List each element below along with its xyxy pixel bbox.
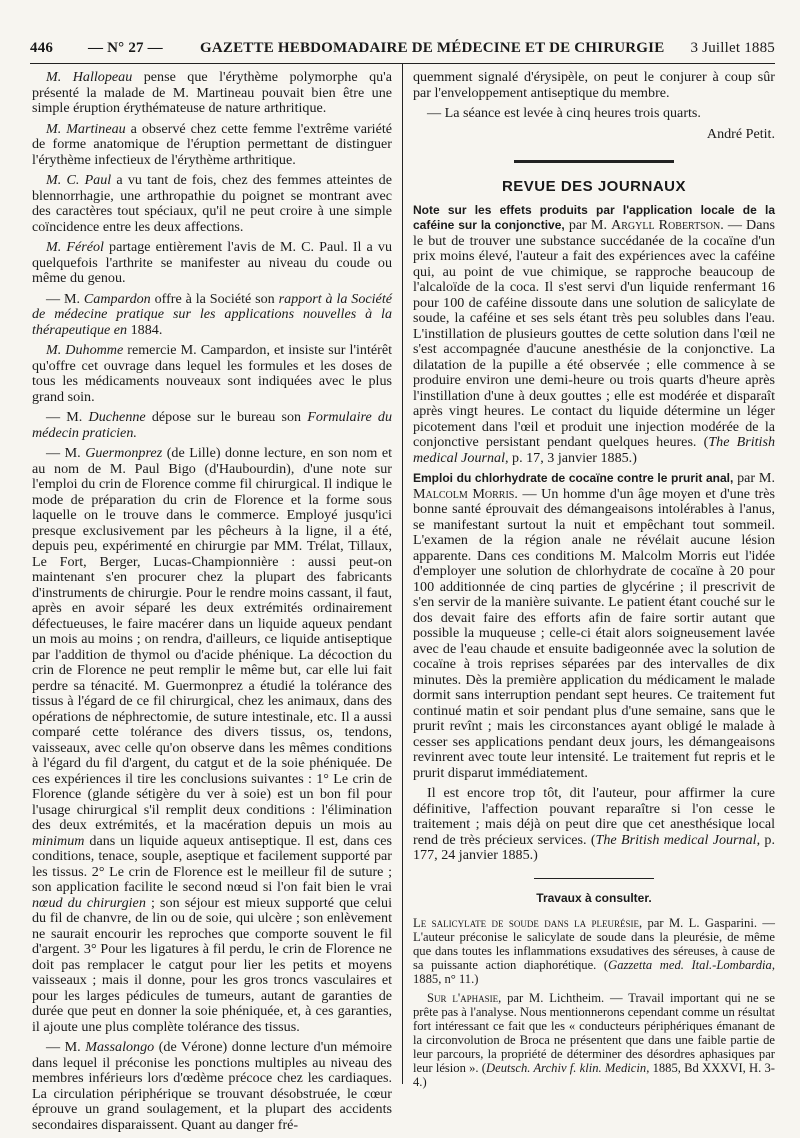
speaker-name: M. Martineau [46, 120, 126, 137]
article-reference: The British medical Journal [413, 434, 775, 466]
work-author: par M. L. Gasparini. [642, 916, 758, 930]
speaker-name: M. Féréol [46, 239, 104, 255]
paragraph-hallopeau [32, 70, 392, 117]
article-title: Emploi du chlorhydrate de cocaïne contre le prurit anal, [413, 471, 734, 485]
paragraph-text: ; son séjour est mieux supporté que celui du fil de chanvre, de lin ou de soie, qui ulcère ; son enlèvement ne saurait encourir les reproches que comporte souvent le fil d'argent. 3° Pour les ligatures à fil perdu, le crin de Florence ne doit pas remplacer le catgut pour lier les petits et moyens vaisseaux ; mais il donne, pour les gros troncs vasculaires et pour les larges pédicules de tumeurs, autant de garanties de durée que peut en donner la soie phéniquée, et, à ces garanties, il ajoute une plus complète tolérance des tissus. [32, 894, 392, 1035]
dash-prefix: — M. [46, 409, 89, 425]
speaker-name: M. Hallopeau [46, 69, 133, 85]
speaker-name: M. C. Paul [46, 172, 112, 188]
section-heading: REVUE DES JOURNAUX [501, 178, 687, 195]
dash-prefix: — M. [46, 1039, 86, 1055]
article-reference: The British medical Journal [595, 831, 757, 848]
work-reference: Deutsch. Archiv f. klin. Medicin [486, 1061, 647, 1075]
speaker-name: Duchenne [88, 409, 146, 425]
speaker-name: Campardon [83, 290, 151, 307]
article-text: Il est encore trop tôt, dit l'auteur, pour affirmer la cure définitive, l'affection pouvant reparaître si l'on cesse le traitement ; mais déjà on peut dire que cet anesthésique local rend de très précieux services. ( [413, 785, 775, 848]
paragraph-text: a vu tant de fois, chez des femmes atteintes de blennorrhagie, une arthropathie du poignet se montrant avec des caractères tout spéciaux, qu'il ne peut croire à une simple coïncidence entre les deux affections. [32, 172, 392, 235]
paragraph-duchenne [32, 410, 392, 441]
work-reference-end: , 1885, n° 11.) [413, 958, 775, 986]
paragraph-continuation: quemment signalé d'érysipèle, on peut le conjurer à coup sûr par l'enveloppement antiseptique du membre. [413, 69, 775, 101]
article-reference-end: , p. 177, 24 janvier 1885.) [413, 831, 776, 863]
article-by: par M. [564, 217, 612, 233]
work-title: Le salicylate de soude dans la pleurésie, [413, 916, 643, 930]
paragraph-text: dans un liquide aqueux antiseptique. Il est, dans ces conditions, tenace, souple, aseptique et facilement supporté par les tissus. 2° Le crin de Florence est le meilleur fil de suture ; son application facilite le second nœud si l'on fait bien le vrai [32, 832, 392, 895]
paragraph-text: 1884. [127, 321, 163, 338]
subsection-heading: Travaux à consulter. [536, 890, 652, 905]
signature: André Petit. [706, 125, 775, 142]
paragraph-campardon [32, 292, 392, 339]
article-caffeine [413, 203, 775, 467]
work-title: Formulaire du médecin praticien. [32, 409, 392, 441]
subsection-rule [534, 878, 654, 879]
paragraph-martineau [32, 122, 392, 169]
article-cocaine-continued [413, 786, 775, 864]
article-text: — Un homme d'un âge moyen et d'une très bonne santé éprouvait des démangeaisons intolérables à l'anus, se manifestant surtout la nuit et empêchant tout sommeil. L'examen de la région anale ne révélait aucune lésion apparente. Dans ces conditions M. Malcolm Morris eut l'idée d'employer une solution de chlorhydrate de cocaïne à 20 pour 100 additionnée de cinq parties de glycérine ; il prescrivit de s'en servir de la manière suivante. Le patient étant couché sur le dos devait faire des efforts afin de faire sortir autant que possible la muqueuse ; celle-ci était alors soigneusement lavée avec de l'eau chaude et ensuite badigeonnée avec la solution de cocaïne à trois reprises séparées par des intervalles de dix minutes. Dès la première application du médicament le malade dormit sans interruption pendant sept heures. Ce traitement fut continué matin et soir pendant plus d'une semaine, sans que le prurit revînt ; mais les circonstances ayant obligé le malade à cesser ses applications pendant deux jours, les démangeaisons revinrent avec toute leur intensité. Le traitement fut repris et le prurit disparut immédiatement. [413, 485, 775, 781]
work-author: par M. Lichtheim. [501, 991, 605, 1005]
issue-number: — N° 27 — [88, 40, 163, 56]
work-text: — Travail important qui ne se prête pas à l'analyse. Nous mentionnerons cependant comme un résultat fort intéressant ce fait que les « conducteurs périphériques émanant de la circonvolution de Broca ne présentent que dans une faible partie de leur parcours, la propriété de déterminer des désordres aphasiques par leur lésion ». ( [413, 991, 775, 1075]
issue-date: 3 Juillet 1885 [690, 40, 775, 56]
paragraph-text: (de Vérone) donne lecture d'un mémoire dans lequel il préconise les ponctions multiples au niveau des membres inférieurs lors d'œdème précoce chez les cardiaques. La circulation périphérique se trouvant désobstruée, le cœur éprouve un grand soulagement, et la plupart des accidents secondaires disparaissent. Quant au danger fré- [32, 1039, 392, 1133]
article-author: Malcolm Morris. [413, 485, 518, 502]
work-item-aphasie [413, 991, 775, 1089]
paragraph-text: a observé chez cette femme l'extrême variété de forme anatomique de l'éruption permettant de distinguer l'érythème infectieux de l'érythème arthritique. [32, 120, 393, 168]
paragraph-text: dépose sur le bureau son [145, 409, 308, 425]
paragraph-paul [32, 173, 392, 235]
paragraph-fereol [32, 240, 392, 287]
paragraph-text: offre à la Société son [150, 290, 279, 307]
article-cocaine [413, 471, 775, 781]
article-reference-end: , p. 17, 3 janvier 1885.) [504, 449, 637, 466]
article-text: — Dans le but de trouver une substance succédanée de la cocaïne d'un prix moins élevé, l'auteur a fait des expériences avec la caféine qui, au point de vue chimique, se rapproche beaucoup de l'alcaloïde de la coca. Il s'est servi d'un liquide renfermant 16 pour 100 de caféine dissoute dans une solution de salicylate de soude, la caféine et ses sels étant très peu solubles dans l'eau. L'instillation de plusieurs gouttes de cette solution dans l'œil ne s'est accompagnée d'aucune anesthésie de la conjonctive. La dilatation de la pupille a été observée ; elle commence à se produire environ une demi-heure ou trois quarts d'heure après l'instillation d'une à deux gouttes ; elle est modérée et disparaît après vingt heures. Le contact du liquide détermine un léger picotement dans l'œil et produit une injection modérée de la conjonctive persistant pendant quelques heures. ( [413, 217, 775, 450]
emphasis: minimum [32, 832, 85, 849]
paragraph-duhomme [32, 343, 392, 405]
section-rule [514, 160, 674, 163]
paragraph-text: remercie M. Campardon, et insiste sur l'intérêt qu'offre cet ouvrage dans lequel les formules et les doses de tous les médicaments nouveaux sont indiquées avec le plus grand soin. [32, 342, 392, 405]
work-text: — L'auteur préconise le salicylate de soude dans la pleurésie, de même que dans toutes les inflammations exsudatives des séreuses, à cause de sa puissante action diaphorétique. ( [413, 916, 775, 972]
work-item-salicylate [413, 916, 775, 986]
paragraph-guermonprez [32, 446, 392, 1035]
paragraph-text: (de Lille) donne lecture, en son nom et au nom de M. Paul Bigo (d'Haubourdin), d'une note sur l'emploi du crin de Florence comme fil chirurgical. Il indique le mode de préparation du crin de Florence et la forme sous laquelle on le trouve dans le commerce. Employé jusqu'ici presque exclusivement par les pêcheurs à la ligne, il a été, depuis peu, expérimenté en chirurgie par MM. Trélat, Tillaux, Le Fort, Berger, Lucas-Championnière : aussi peut-on maintenant s'en procurer chez la plupart des fabricants d'instruments de chirurgie. Pour le rendre moins cassant, il faut, après en avoir séparé les deux extrémités ordinairement défectueuses, le faire macérer dans un liquide aqueux pendant un mois au moins ; on rendra, d'ailleurs, ce liquide antiseptique par l'addition de thymol ou d'acide phénique. La décoction du crin de Florence ne peut remplir le même but, car elle lui fait perdre sa ténacité. M. Guermonprez a étudié la tolérance des tissus à l'égard de ce fil chirurgical, chez les animaux, dans des opérations de néphrectomie, de suture intestinale, etc. Il a aussi comparé cette tolérance des divers tissus, os, tendons, vaisseaux, avec celle qu'on observe dans les mêmes conditions à l'égard du fil d'argent, du catgut et de la soie phéniquée. De ces expériences il tire les conclusions suivantes : 1° Le crin de Florence (glande sétigère du ver à soie) est un bon fil pour l'usage chirurgical s'il remplit deux conditions : l'élimination des deux extrémités, et la macération depuis un mois au [32, 445, 393, 833]
paragraph-text: partage entièrement l'avis de M. C. Paul. Il a vu quelquefois l'arthrite se manifester au niveau du coude ou même du genou. [32, 239, 393, 286]
page-header [30, 40, 775, 64]
work-title: rapport à la Société de médecine pratique sur les applications nouvelles à la thérapeutique en [32, 290, 392, 338]
dash-prefix: — M. [46, 290, 84, 307]
left-column [32, 70, 392, 1138]
emphasis: nœud du chirurgien [32, 894, 146, 911]
column-divider [402, 64, 403, 1084]
article-title: Note sur les effets produits par l'application locale de la caféine sur la conjonctive, [413, 202, 775, 232]
journal-title: GAZETTE HEBDOMADAIRE DE MÉDECINE ET DE CHIRURGIE [200, 40, 665, 56]
speaker-name: Massalongo [85, 1039, 155, 1055]
speaker-name: Guermonprez [85, 445, 163, 461]
work-title: Sur l'aphasie, [427, 991, 502, 1005]
session-closing: — La séance est levée à cinq heures trois quarts. [427, 105, 701, 121]
dash-prefix: — M. [46, 445, 86, 461]
works-list [413, 916, 775, 1089]
work-reference: Gazzetta med. Ital.-Lombardia [608, 958, 772, 972]
article-author: Argyll Robertson. [611, 217, 724, 233]
right-column [413, 70, 775, 1094]
article-by: par M. [733, 470, 775, 486]
work-reference-end: , 1885, Bd XXXVI, H. 3-4.) [413, 1061, 775, 1089]
speaker-name: M. Duhomme [46, 342, 124, 358]
paragraph-text: pense que l'érythème polymorphe qu'a présenté la malade de M. Martineau pouvait bien être une simple éruption érythémateuse de nature arthritique. [32, 69, 392, 116]
page-number: 446 [30, 40, 54, 56]
